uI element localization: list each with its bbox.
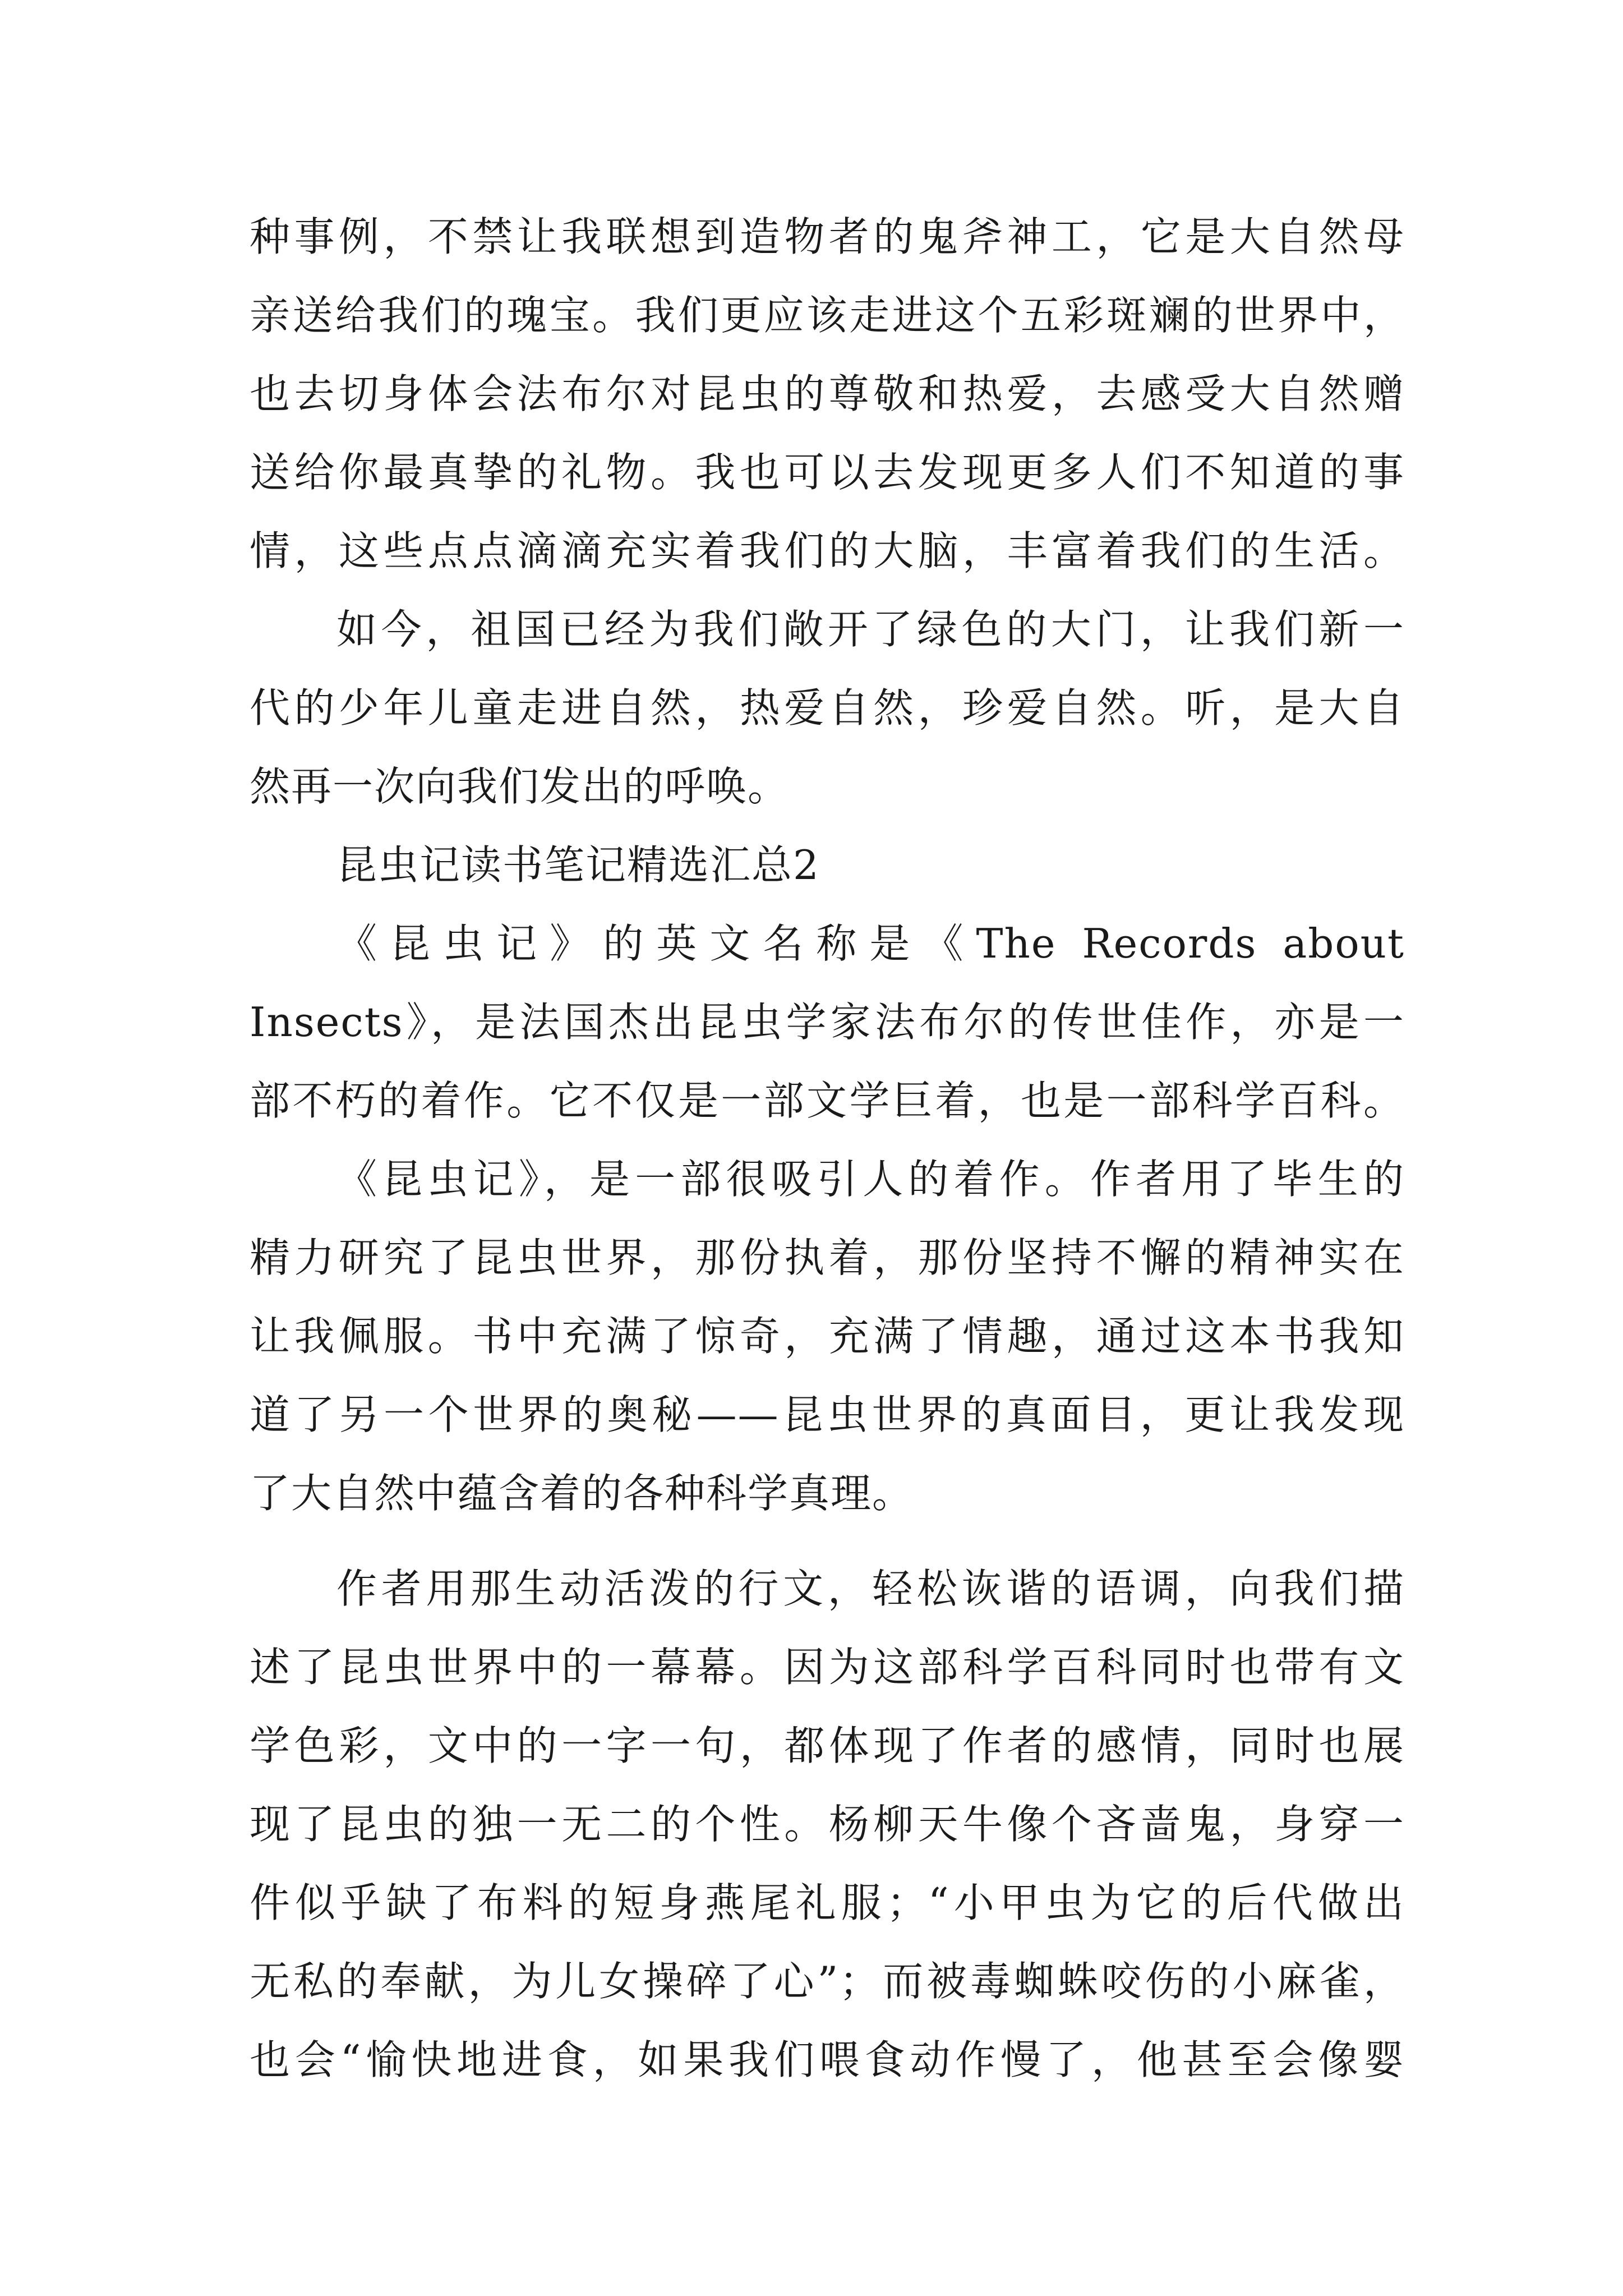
- text-line: 精力研究了昆虫世界，那份执着，那份坚持不懈的精神实在: [250, 1234, 1405, 1281]
- text-line: 无私的奉献，为儿女操碎了心”；而被毒蜘蛛咬伤的小麻雀，: [250, 1958, 1405, 2005]
- paragraph-first-line: 《昆虫记》的英文名称是《The Records about: [336, 920, 1405, 967]
- text-line: 道了另一个世界的奥秘——昆虫世界的真面目，更让我发现: [250, 1391, 1405, 1438]
- text-line: 述了昆虫世界中的一幕幕。因为这部科学百科同时也带有文: [250, 1644, 1405, 1691]
- text-line: 种事例，不禁让我联想到造物者的鬼斧神工，它是大自然母: [250, 213, 1405, 260]
- text-line: 部不朽的着作。它不仅是一部文学巨着，也是一部科学百科。: [250, 1077, 1405, 1124]
- paragraph-first-line: 作者用那生动活泼的行文，轻松诙谐的语调，向我们描: [336, 1565, 1405, 1612]
- text-line: 现了昆虫的独一无二的个性。杨柳天牛像个吝啬鬼，身穿一: [250, 1801, 1405, 1848]
- text-line: 让我佩服。书中充满了惊奇，充满了情趣，通过这本书我知: [250, 1313, 1405, 1360]
- text-line: 情，这些点点滴滴充实着我们的大脑，丰富着我们的生活。: [250, 527, 1405, 574]
- text-line: 代的少年儿童走进自然，热爱自然，珍爱自然。听，是大自: [250, 684, 1405, 731]
- paragraph-first-line: 《昆虫记》，是一部很吸引人的着作。作者用了毕生的: [336, 1156, 1405, 1203]
- section-title: 昆虫记读书笔记精选汇总2: [336, 841, 820, 889]
- text-line: 亲送给我们的瑰宝。我们更应该走进这个五彩斑斓的世界中，: [250, 292, 1405, 339]
- text-line: 了大自然中蕴含着的各种科学真理。: [250, 1470, 914, 1517]
- paragraph-first-line: 如今，祖国已经为我们敞开了绿色的大门，让我们新一: [336, 606, 1405, 653]
- text-line: 也去切身体会法布尔对昆虫的尊敬和热爱，去感受大自然赠: [250, 370, 1405, 417]
- text-line: 学色彩，文中的一字一句，都体现了作者的感情，同时也展: [250, 1722, 1405, 1769]
- text-line: Insects》，是法国杰出昆虫学家法布尔的传世佳作，亦是一: [250, 999, 1405, 1046]
- text-line: 然再一次向我们发出的呼唤。: [250, 763, 790, 810]
- text-line: 送给你最真挚的礼物。我也可以去发现更多人们不知道的事: [250, 449, 1405, 496]
- text-line: 也会“愉快地进食，如果我们喂食动作慢了，他甚至会像婴: [250, 2036, 1405, 2083]
- text-line: 件似乎缺了布料的短身燕尾礼服；“小甲虫为它的后代做出: [250, 1879, 1405, 1926]
